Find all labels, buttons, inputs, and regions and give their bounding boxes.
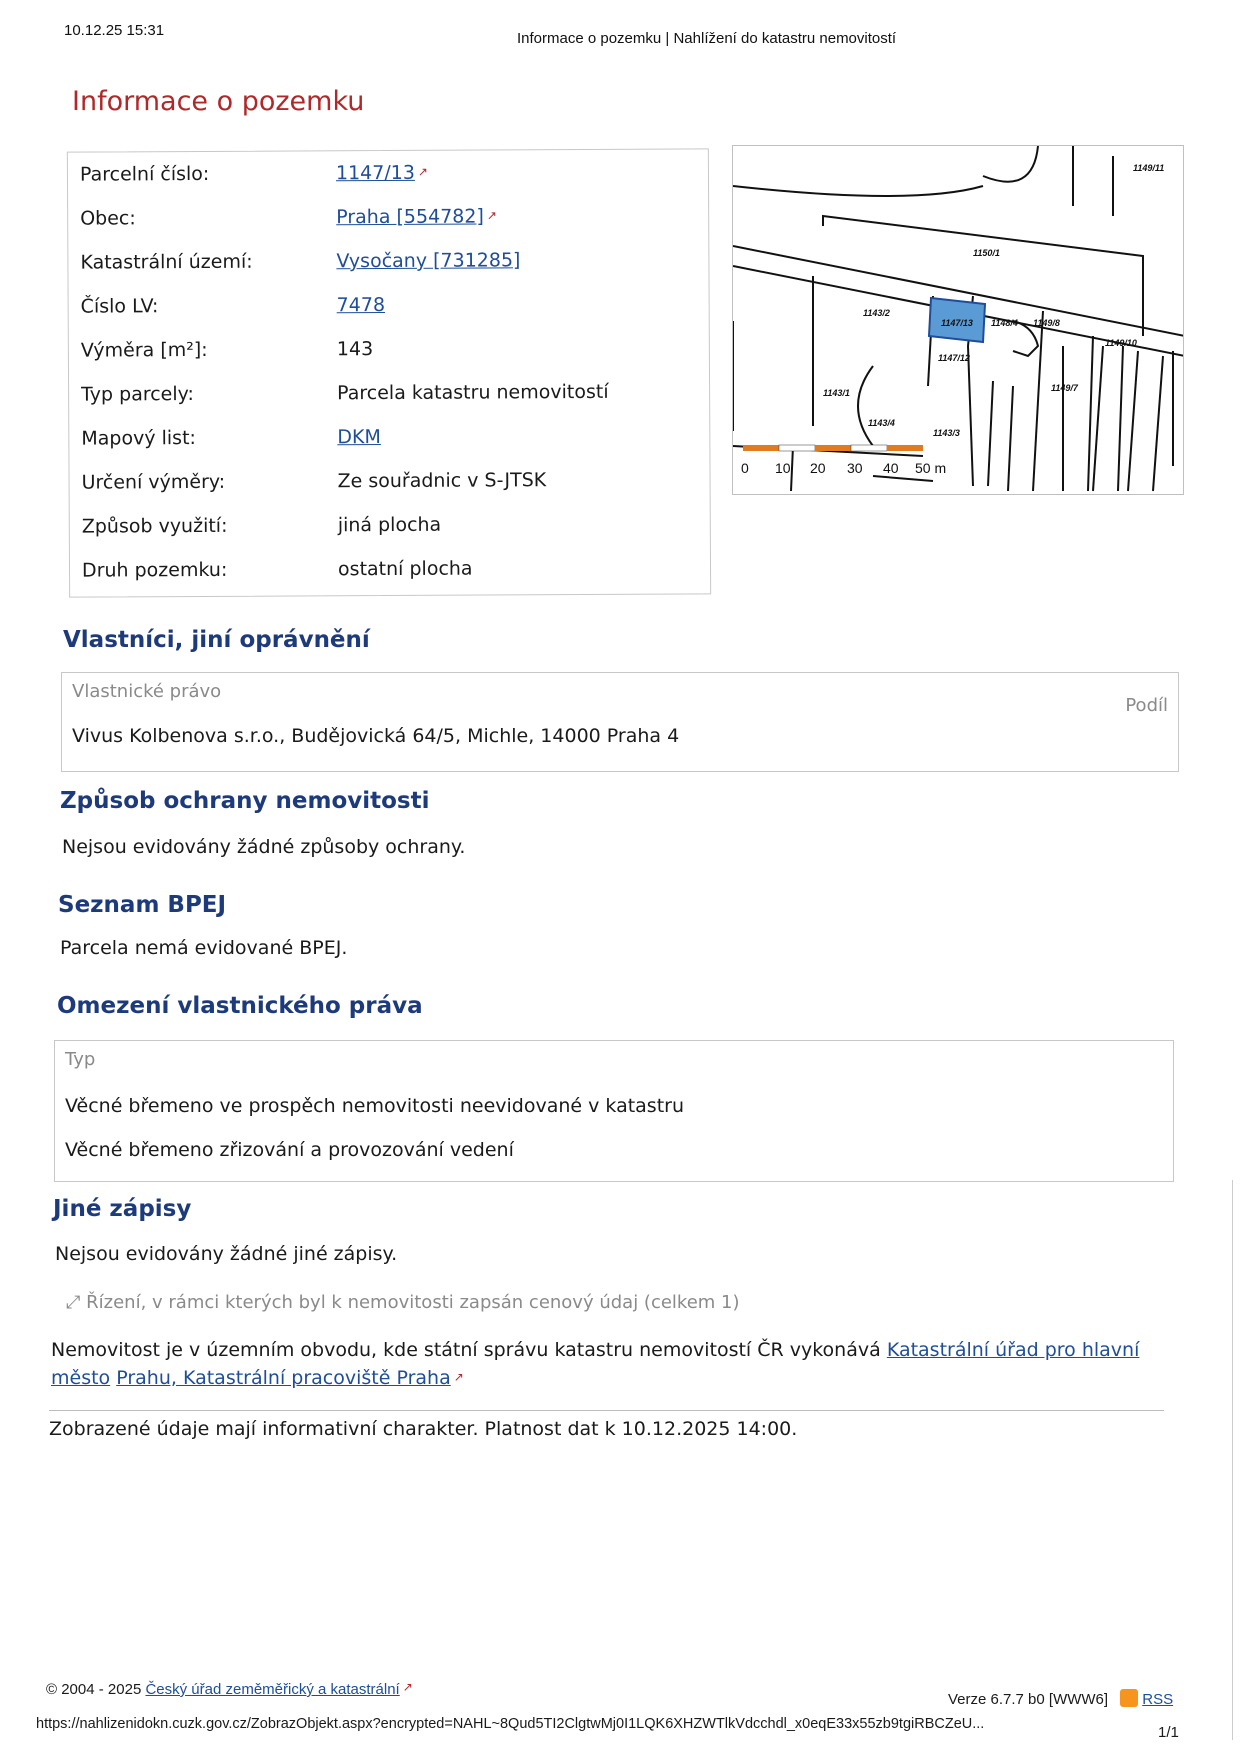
cadastral-area-link[interactable]: Vysočany [731285] xyxy=(336,249,521,273)
scale-label: 0 xyxy=(741,460,749,476)
rss-link[interactable]: RSS xyxy=(1142,1691,1174,1708)
info-row-area xyxy=(81,327,701,370)
parcel-label: 1149/8 xyxy=(1033,318,1060,328)
copyright-years: © 2004 - 2025 xyxy=(46,1681,142,1698)
parcel-label: 1147/12 xyxy=(938,353,970,363)
parcel-label: 1150/1 xyxy=(973,248,1000,258)
restrictions-col-type: Typ xyxy=(65,1049,96,1070)
info-label: Druh pozemku: xyxy=(81,558,228,582)
validity-note: Zobrazené údaje mají informativní charakter. Platnost dat k 10.12.2025 14:00. xyxy=(49,1418,798,1440)
restriction-row: Věcné břemeno ve prospěch nemovitosti neevidované v katastru xyxy=(65,1095,685,1117)
map-sheet-link[interactable]: DKM xyxy=(337,426,381,449)
parcel-number-link[interactable]: 1147/13 xyxy=(335,161,415,185)
info-label: Výměra [m²]: xyxy=(80,338,208,362)
external-link-icon: ↗ xyxy=(453,1370,464,1384)
info-row-municipality xyxy=(80,195,700,238)
parcel-info-table xyxy=(67,148,711,597)
page-title: Informace o pozemku xyxy=(72,86,365,117)
info-label: Obec: xyxy=(80,207,136,230)
info-value: jiná plocha xyxy=(337,513,442,537)
info-value: Parcela katastru nemovitostí xyxy=(337,380,609,405)
owners-col-share: Podíl xyxy=(1125,695,1168,716)
office-paragraph xyxy=(51,1337,1171,1392)
info-row-map-sheet xyxy=(81,415,701,458)
info-label: Parcelní číslo: xyxy=(79,162,210,186)
copyright xyxy=(46,1680,413,1698)
parcel-label: 1143/1 xyxy=(823,388,850,398)
other-text: Nejsou evidovány žádné jiné zápisy. xyxy=(55,1243,398,1265)
external-link-icon: ↗ xyxy=(486,208,497,223)
restrictions-table xyxy=(54,1040,1174,1182)
parcel-label: 1143/4 xyxy=(868,418,895,428)
proceedings-toggle-label: Řízení, v rámci kterých byl k nemovitosti zapsán cenový údaj (celkem 1) xyxy=(86,1292,740,1313)
cuzk-link[interactable]: Český úřad zeměměřický a katastrální xyxy=(145,1681,400,1698)
info-label: Způsob využití: xyxy=(81,514,228,538)
scan-edge xyxy=(1232,1180,1233,1740)
external-link-icon: ↗ xyxy=(417,164,428,179)
info-row-land-type xyxy=(82,547,702,590)
info-row-parcel-type xyxy=(81,371,701,414)
owners-table xyxy=(61,672,1179,772)
rss-wrap[interactable] xyxy=(1120,1691,1173,1708)
parcel-label: 1149/11 xyxy=(1133,163,1165,173)
divider xyxy=(49,1410,1164,1411)
info-value: ostatní plocha xyxy=(337,557,473,581)
parcel-label: 1149/10 xyxy=(1105,338,1137,348)
owners-heading: Vlastníci, jiní oprávnění xyxy=(63,627,370,653)
protection-text: Nejsou evidovány žádné způsoby ochrany. xyxy=(62,836,466,858)
office-link-part2[interactable]: Prahu, Katastrální pracoviště Praha xyxy=(116,1367,451,1389)
restriction-row: Věcné břemeno zřizování a provozování vedení xyxy=(65,1139,514,1161)
restrictions-heading: Omezení vlastnického práva xyxy=(57,993,423,1019)
scale-label: 40 xyxy=(883,460,899,476)
info-label: Určení výměry: xyxy=(81,470,226,494)
map-scale-bar xyxy=(743,445,923,451)
page-url: https://nahlizenidokn.cuzk.gov.cz/ZobrazObjekt.aspx?encrypted=NAHL~8Qud5TI2ClgtwMj0I1LQK6XHZWTlkVdcchdl_x0eqE33x55zb9tgiRBCZeU... xyxy=(36,1716,985,1732)
parcel-label: 1143/2 xyxy=(863,308,890,318)
print-datetime: 10.12.25 15:31 xyxy=(64,22,165,39)
scale-label: 20 xyxy=(810,460,826,476)
info-row-area-determination xyxy=(81,459,701,502)
bpej-text: Parcela nemá evidované BPEJ. xyxy=(60,937,348,959)
info-value: 143 xyxy=(336,338,374,361)
municipality-link[interactable]: Praha [554782] xyxy=(336,205,484,229)
office-link-part1[interactable]: Katastrální úřad pro hlavní město xyxy=(51,1339,1140,1389)
scale-label: 10 xyxy=(775,460,791,476)
expand-icon: ⤢ xyxy=(66,1292,81,1313)
info-row-parcel-number xyxy=(80,151,700,194)
proceedings-toggle[interactable] xyxy=(66,1292,740,1313)
external-link-icon: ↗ xyxy=(402,1680,413,1694)
info-label: Číslo LV: xyxy=(80,295,159,318)
parcel-label: 1147/13 xyxy=(941,318,973,328)
other-heading: Jiné zápisy xyxy=(53,1196,192,1222)
version-text: Verze 6.7.7 b0 [WWW6] xyxy=(948,1691,1109,1708)
info-row-cadastral-area xyxy=(80,239,700,282)
office-text: Nemovitost je v územním obvodu, kde státní správu katastru nemovitostí ČR vykonává xyxy=(51,1339,881,1361)
parcel-label: 1149/7 xyxy=(1051,383,1078,393)
page-number: 1/1 xyxy=(1158,1724,1179,1741)
parcel-label: 1148/4 xyxy=(991,318,1018,328)
scale-label: 50 m xyxy=(915,460,947,476)
parcel-label: 1143/3 xyxy=(933,428,960,438)
info-label: Mapový list: xyxy=(81,427,196,450)
info-value: Ze souřadnic v S-JTSK xyxy=(337,469,547,493)
owner-row: Vivus Kolbenova s.r.o., Budějovická 64/5, Michle, 14000 Praha 4 xyxy=(72,725,680,747)
info-row-lv-number xyxy=(81,283,701,326)
scale-label: 30 xyxy=(847,460,863,476)
lv-number-link[interactable]: 7478 xyxy=(336,294,386,317)
print-page-title: Informace o pozemku | Nahlížení do katastru nemovitostí xyxy=(517,30,897,47)
info-label: Typ parcely: xyxy=(81,383,194,406)
rss-icon xyxy=(1120,1689,1138,1707)
protection-heading: Způsob ochrany nemovitosti xyxy=(60,788,430,814)
bpej-heading: Seznam BPEJ xyxy=(58,892,227,918)
version-info xyxy=(948,1689,1173,1708)
cadastral-map-svg xyxy=(733,146,1184,495)
owners-col-right: Vlastnické právo xyxy=(72,681,222,702)
cadastral-map[interactable] xyxy=(732,145,1184,495)
info-label: Katastrální území: xyxy=(80,250,253,274)
info-row-usage xyxy=(82,503,702,546)
